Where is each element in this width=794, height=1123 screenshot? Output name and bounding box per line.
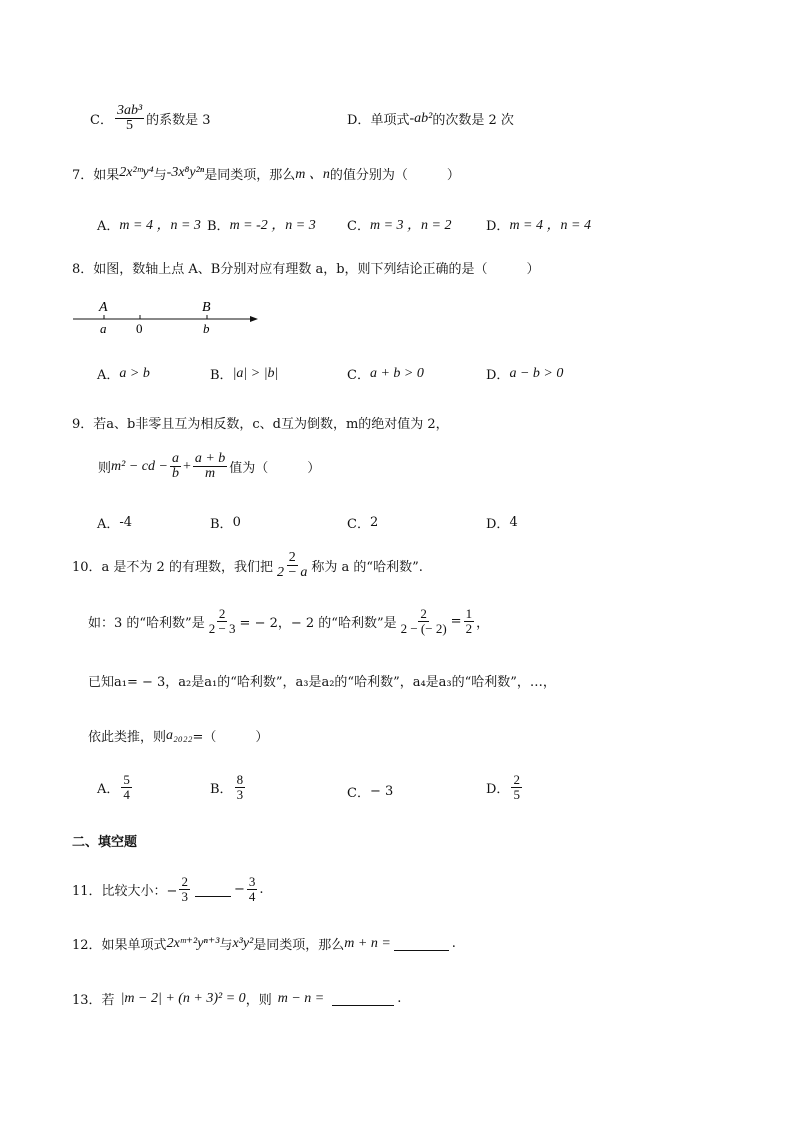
q8-option-d: D． a − b > 0 xyxy=(486,365,564,383)
q8-option-a: A． a > b xyxy=(97,365,150,383)
number-line-figure xyxy=(70,295,270,335)
point-b-label: B xyxy=(202,300,211,315)
q10-example-fraction-2: $\frac{2}{2 - (- 2)}$ xyxy=(400,606,447,636)
q13-answer-blank[interactable] xyxy=(332,991,394,1006)
section-title-fill-in: 二、填空题 xyxy=(72,835,138,850)
q9-stem: 9． 若a、b非零且互为相反数，c、d互为倒数，m的绝对值为 2， xyxy=(72,417,449,432)
number-line-arrow xyxy=(250,316,258,322)
q8-option-b: B． |a| > |b| xyxy=(210,365,279,383)
q9-expression: 则 m² − cd − $\frac{a}{b}$ + $\frac{a + b}{m}$ 值为（ ） xyxy=(98,451,321,481)
q10-option-d: D． $\frac{2}{5}$ xyxy=(486,772,520,802)
q8-option-c: C． a + b > 0 xyxy=(347,365,424,383)
q10-option-c: C． − 3 xyxy=(347,784,394,801)
q6-option-c: C． $\frac{\text{3ab³}}{5}$ 的系数是 3 xyxy=(90,103,211,133)
q11-answer-blank[interactable] xyxy=(195,882,231,897)
q10-harley-fraction: $\frac{2}{2 - a}$ xyxy=(276,550,308,580)
q10-question: 依此类推，则 a₂₀₂₂ =（ ） xyxy=(88,727,269,745)
q9-fraction-a-b: $\frac{a}{b}$ xyxy=(171,451,179,481)
q10-example-fraction-3: $\frac{1}{2}$ xyxy=(465,606,473,636)
q9-option-b: B． 0 xyxy=(210,515,241,532)
q10-sequence-definition: 已知a₁= − 3，a₂是a₁的“哈利数”，a₃是a₂的“哈利数”，a₄是a₃的“哈利数”，…， xyxy=(88,675,556,690)
zero-label: 0 xyxy=(136,321,143,335)
q10-example-fraction-1: $\frac{2}{2 - 3}$ xyxy=(208,606,236,636)
q6-c-fraction: $\frac{\text{3ab³}}{5}$ xyxy=(116,103,143,133)
q9-option-a: A． -4 xyxy=(97,515,133,532)
q11-stem: 11． 比较大小：− $\frac{2}{3}$ − $\frac{3}{4}$ . xyxy=(72,874,264,904)
q7-option-b: B． m = -2 ，n = 3 xyxy=(207,218,316,234)
q9-option-c: C． 2 xyxy=(347,515,379,532)
q7-option-a: A． m = 4 ，n = 3 xyxy=(97,218,201,234)
point-a-label: A xyxy=(99,300,108,315)
value-a-label: a xyxy=(100,321,107,335)
q7-stem: 7． 如果 2x²ᵐy⁴ 与 -3x⁸y²ⁿ 是同类项，那么 m 、n 的值分别为（ ） xyxy=(72,165,460,183)
q9-option-d: D． 4 xyxy=(486,515,518,532)
q12-answer-blank[interactable] xyxy=(394,936,449,951)
q10-stem: 10． a 是不为 2 的有理数，我们把 $\frac{2}{2 - a}$ 称为 a 的“哈利数”. xyxy=(72,550,423,580)
q6-option-d: D． 单项式 -ab² 的次数是 2 次 xyxy=(347,110,514,128)
q7-option-c: C． m = 3 ，n = 2 xyxy=(347,218,452,234)
q12-stem: 12． 如果单项式 2xᵐ⁺²yⁿ⁺³ 与 x³y² 是同类项，那么 m + n = . xyxy=(72,935,456,953)
q7-option-d: D． m = 4 ，n = 4 xyxy=(486,218,591,234)
q10-option-b: B． $\frac{8}{3}$ xyxy=(210,772,244,802)
q8-stem: 8． 如图，数轴上点 A、B分别对应有理数 a，b，则下列结论正确的是（ ） xyxy=(72,262,540,277)
value-b-label: b xyxy=(203,321,210,335)
q10-option-a: A． $\frac{5}{4}$ xyxy=(97,772,130,802)
q13-stem: 13． 若 |m − 2| + (n + 3)² = 0 ，则 m − n = . xyxy=(72,990,402,1008)
q10-example: 如：3 的“哈利数”是 $\frac{2}{2 - 3}$ = − 2，− 2 的“哈利数”是 $\frac{2}{2 - (- 2)}$ = $\frac{1}{2}$ ， xyxy=(88,606,490,636)
q9-fraction-sum-m: $\frac{a + b}{m}$ xyxy=(194,451,226,481)
